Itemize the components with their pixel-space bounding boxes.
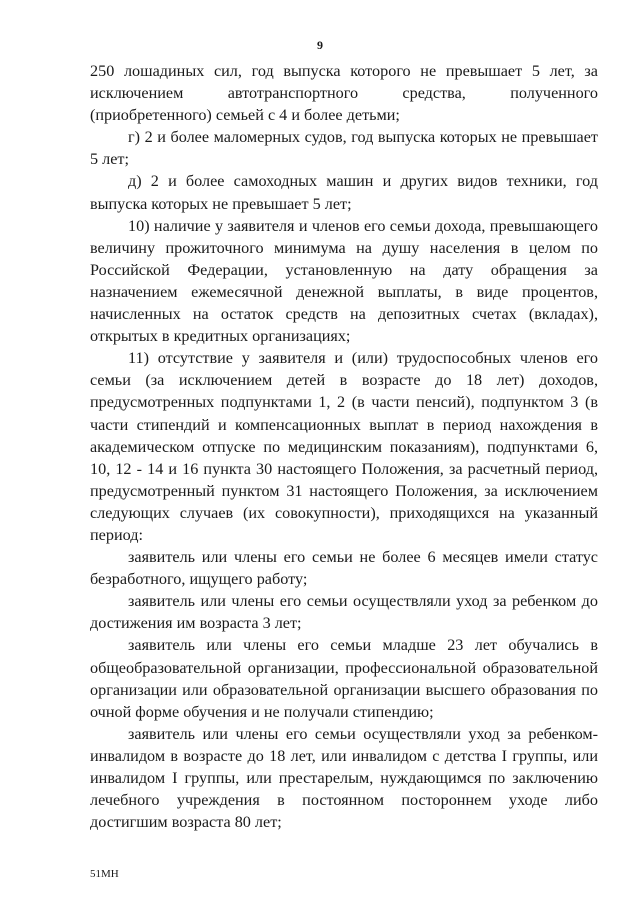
paragraph-vehicle-exception: 250 лошадиных сил, год выпуска которого не превышает 5 лет, за исключением автотранспортного средства, полученного (приобретенного) семьей с 4 и более детьми; xyxy=(90,62,598,125)
page-number: 9 xyxy=(317,38,323,52)
paragraph-case-students: заявитель или члены его семьи младше 23 лет обучались в общеобразовательной организации, профессиональной образовательной организации или образовательной организации высшего образования по очной форме обучения и не получали стипендию; xyxy=(90,636,598,721)
paragraph-item-d-self-propelled-machines: д) 2 и более самоходных машин и других видов техники, год выпуска которых не превышает 5 лет; xyxy=(90,172,598,213)
paragraph-item-11-no-income: 11) отсутствие у заявителя и (или) трудоспособных членов его семьи (за исключением детей в возрасте до 18 лет) доходов, предусмотренных подпунктами 1, 2 (в части пенсий), подпунктом 3 (в части стипендий и компенсационных выплат в период нахождения в академическом отпуске по медицинским показаниям), подпунктами 6, 10, 12 - 14 и 16 пункта 30 настоящего Положения, за расчетный период, предусмотренный пунктом 31 настоящего Положения, за исключением следующих случаев (их совокупности), приходящихся на указанный период: xyxy=(90,349,598,544)
paragraph-item-10-deposit-income: 10) наличие у заявителя и членов его семьи дохода, превышающего величину прожиточного минимума на душу населения в целом по Российской Федерации, установленную на дату обращения за назначением ежемесячной денежной выплаты, в виде процентов, начисленных на остаток средств на депозитных счетах (вкладах), открытых в кредитных организациях; xyxy=(90,216,598,346)
footer-document-code: 51МН xyxy=(90,868,119,880)
paragraph-case-childcare: заявитель или члены его семьи осуществляли уход за ребенком до достижения им возраста 3 лет; xyxy=(90,592,598,633)
paragraph-item-g-small-vessels: г) 2 и более маломерных судов, год выпуска которых не превышает 5 лет; xyxy=(90,128,598,169)
document-body xyxy=(90,60,598,833)
paragraph-case-unemployed: заявитель или члены его семьи не более 6 месяцев имели статус безработного, ищущего работу; xyxy=(90,548,598,589)
paragraph-case-disabled-care: заявитель или члены его семьи осуществляли уход за ребенком-инвалидом в возрасте до 18 лет, или инвалидом с детства I группы, или инвалидом I группы, или престарелым, нуждающимся по заключению лечебного учреждения в постоянном постороннем уходе либо достигшим возраста 80 лет; xyxy=(90,724,598,832)
